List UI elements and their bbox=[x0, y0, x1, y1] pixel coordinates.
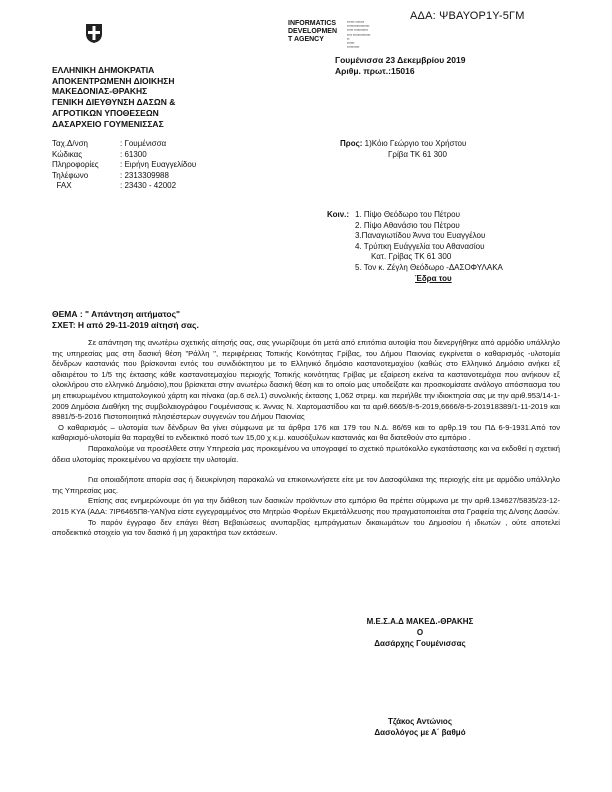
body-paragraph: Επίσης σας ενημερώνουμε ότι για την διάθεση των δασικών προϊόντων στο εμπόριο θα πρέπει σύμφωνα με την αριθ.134627/5835/23-12-2015 ΚΥΑ (ΑΔΑ: 7ΙΡ6465Π8-ΥΑΝ)να είστε εγγεγραμμένος στο Μητρώο Φορέων Εκμετάλλευσης που πραγματοποιείται στα Γραφεία της Δ/νσης Δασών. bbox=[52, 496, 560, 516]
subject-reference: ΣΧΕΤ: Η από 29-11-2019 αίτησή σας. bbox=[52, 320, 199, 330]
contact-row: FAX : 23430 - 42002 bbox=[52, 181, 177, 190]
protocol-number: Αριθμ. πρωτ.:15016 bbox=[335, 66, 415, 76]
seat-label: Έδρα του bbox=[415, 273, 452, 283]
body-paragraph: Σε απάντηση της ανωτέρω σχετικής αίτησής σας, σας γνωρίζουμε ότι μετά από επιτόπια αυτοψία που διενεργήθηκε από αρμόδιο υπάλληλο της υπηρεσίας μας στη δασική θέση "Ράλλη ", περιφέρειας Τοπικής Κοινότητας Γρίβας, του Δήμου Παιονίας εγκρίνεται ο καθαρισμός -υλοτομία δένδρων καστανιάς που βρίσκονται εντός του συνιδιόκτητου με το Ελληνικό δημόσιο καστανοτεμαχίου (καθώς στο Ελληνικό Δημόσιο ανήκει εξ αδιαιρέτου το 1/5 της έκτασης κάθε καστανοτεμαχίου περιοχής Τοπικής κοινότητας Γρίβας με εξαίρεση εκείνα τα καστανοτεμάχια που ανήκουν εξ ολοκλήρου στο ελληνικό Δημόσιο),που βρίσκεται στην ανωτέρω δασική θέση και το οποίο μας υποδείξατε και προσκομίσατε ανάλογο απόσπασμα του μη επικυρωμένου κτηματολογικού χάρτη και πίνακα (αρ.6 σελ.1) συνολικής έκτασης 1,062 στρεμ. και περιήλθε την ιδιοκτησία σας με την αριθ.953/14-1-2009 Δημόσια Διαθήκη της συμβολαιογράφου Γουμένισσας κ. Άννας Ν. Χαρτομαστίδου και τα αριθ.6665/8-5-2019,6666/8-5-201918389/1-11-2019 και 8981/5-5-2016 Πιστοποιητικά πλησιέστερων συγγενών του Δήμου Παιονίας bbox=[52, 338, 560, 422]
contact-row: Κώδικας : 61300 bbox=[52, 149, 147, 159]
signatory-title: Δασολόγος με Α΄ βαθμό bbox=[374, 728, 466, 737]
cc-block: Κοιν.: 1. Πίψο Θεόδωρο του Πέτρου 2. Πίψο Αθανάσιο του Πέτρου 3.Παναγιωτίδου Άννα του Ευαγγέλου 4. Τρύπκη Ευάγγελία του Αθανασίου Κατ. Γρίβας ΤΚ 61 300 5. Τον κ. Ζέγλη Θεόδωρο -ΔΑΣΟΦΥΛΑΚΑ Έδρα του bbox=[327, 210, 503, 283]
document-date: Γουμένισσα 23 Δεκεμβρίου 2019 bbox=[335, 55, 466, 65]
ada-code: ΑΔΑ: ΨΒΑΥΟΡ1Υ-5ΓΜ bbox=[410, 10, 525, 22]
signature-authority: Μ.Ε.Σ.Α.Δ ΜΑΚΕΔ.-ΘΡΑΚΗΣ Ο Δασάρχης Γουμένισσας bbox=[366, 617, 474, 648]
body-paragraph: Παρακαλούμε να προσέλθετε στην Υπηρεσία μας προκειμένου να υπογραφεί το σχετικό πρωτόκολλο εγκατάστασης και να εκδοθεί η σχετική άδεια υλοτομίας προκειμένου να αρχίσετε την υλοτομία. bbox=[52, 443, 560, 464]
body-paragraph: Το παρόν έγγραφο δεν επάγει θέση Βεβαιώσεως ανυπαρξίας εμπράγματων δικαιωμάτων του Δημοσίου ή ιδιωτών , ούτε αποτελεί αποδεικτικό στοιχείο για τον δασικό ή μη χαρακτήρα των εκτάσεων. bbox=[52, 517, 560, 538]
contact-info bbox=[52, 139, 196, 192]
issuing-authority: ΕΛΛΗΝΙΚΗ ΔΗΜΟΚΡΑΤΙΑ ΑΠΟΚΕΝΤΡΩΜΕΝΗ ΔΙΟΙΚΗΣΗ ΜΑΚΕΔΟΝΙΑΣ-ΘΡΑΚΗΣ ΓΕΝΙΚΗ ΔΙΕΥΘΥΝΣΗ ΔΑΣΩΝ & ΑΓΡΟΤΙΚΩΝ ΥΠΟΘΕΣΕΩΝ ΔΑΣΑΡΧΕΙΟ ΓΟΥΜΕΝΙΣΣΑΣ bbox=[52, 65, 176, 129]
digital-signature-stamp: ▪▪▪▪▪▪ ▪▪▪▪▪▪▪ ▪▪▪▪▪▪▪▪▪▪▪▪▪▪▪▪▪▪ ▪▪▪▪▪ ▪▪▪▪▪▪▪▪▪▪▪ ▪▪▪▪ ▪▪▪▪▪▪▪▪▪▪▪▪▪▪ ▪▪ ▪▪▪▪▪▪ ▪▪▪▪▪▪▪▪▪▪ bbox=[347, 20, 371, 50]
recipient-block: Προς: 1)Κόιο Γεώργιο του Χρήστου Γρίβα ΤΚ 61 300 bbox=[340, 139, 467, 159]
signatory-name: Τζάκος Αντώνιος bbox=[388, 717, 452, 726]
cc-label: Κοιν.: bbox=[327, 210, 350, 219]
body-paragraph: Για οποιαδήποτε απορία σας ή διευκρίνηση παρακαλώ να επικοινωνήσετε είτε με τον Δασοφύλακα της περιοχής είτε με αρμόδιο υπάλληλο της Υπηρεσίας μας. bbox=[52, 475, 560, 495]
greek-emblem-icon bbox=[83, 22, 105, 44]
recipient-label: Προς: bbox=[340, 139, 363, 148]
letter-body bbox=[52, 338, 560, 539]
body-paragraph: Ο καθαρισμός – υλοτομία των δένδρων θα γίνει σύμφωνα με τα άρθρα 176 και 179 του Ν.Δ. 86/69 και το αρθρ.19 του ΠΔ 6-9-1931.Από τον καθαρισμό-υλοτομία θα παραχθεί το ενδεικτικό ποσό των 15,00 χ κ.μ. καυσόξυλων καστανιάς και θα διατεθούν στο εμπόριο . bbox=[52, 422, 560, 443]
digital-logo: INFORMATICS DEVELOPMEN T AGENCY bbox=[288, 20, 338, 43]
contact-row: Ταχ.Δ/νση : Γουμένισσα bbox=[52, 139, 167, 148]
contact-row: Τηλέφωνο : 2313309988 bbox=[52, 170, 169, 180]
subject-block bbox=[52, 309, 199, 331]
contact-row: Πληροφορίες : Ειρήνη Ευαγγελίδου bbox=[52, 160, 197, 169]
subject-title: ΘΕΜΑ : " Απάντηση αιτήματος" bbox=[52, 309, 181, 319]
signatory bbox=[340, 716, 500, 738]
date-protocol bbox=[335, 55, 465, 77]
